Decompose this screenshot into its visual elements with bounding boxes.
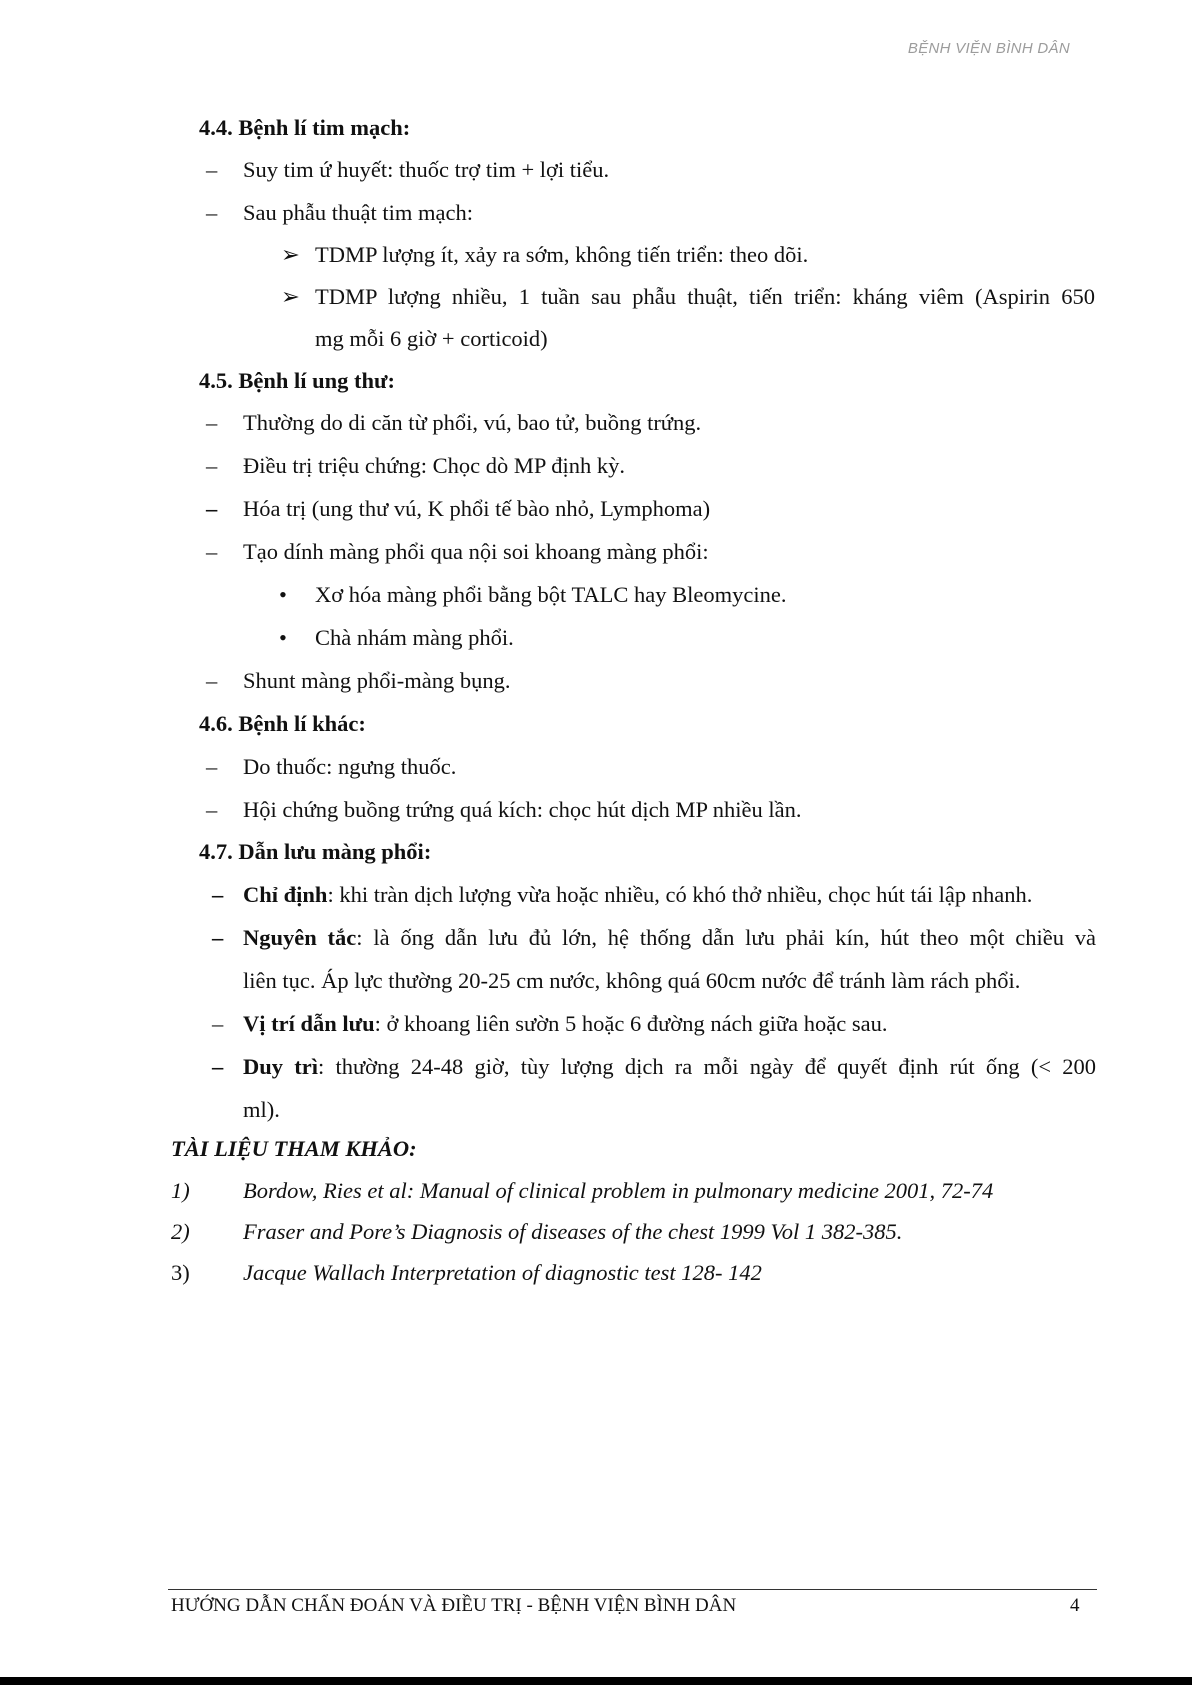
sub-list-item-text: TDMP lượng ít, xảy ra sớm, không tiến triển: theo dõi. <box>315 242 809 267</box>
list-item-text: Sau phẫu thuật tim mạch: <box>243 200 473 225</box>
term-label: Nguyên tắc <box>243 925 357 950</box>
reference-text: Jacque Wallach Interpretation of diagnostic test 128- 142 <box>243 1260 762 1285</box>
term-description: : ở khoang liên sườn 5 hoặc 6 đường nách giữa hoặc sau. <box>374 1011 888 1036</box>
footer-divider <box>168 1589 1097 1590</box>
list-item-text <box>243 880 1032 910</box>
section-heading-4-4: 4.4. Bệnh lí tim mạch: <box>199 115 411 140</box>
sub-list-item-text: TDMP lượng nhiều, 1 tuần sau phẫu thuật, tiến triển: kháng viêm (Aspirin 650 <box>315 284 1095 309</box>
sub-list-item-continuation: mg mỗi 6 giờ + corticoid) <box>315 326 548 351</box>
reference-text: Bordow, Ries et al: Manual of clinical problem in pulmonary medicine 2001, 72-74 <box>243 1178 994 1203</box>
bullet-dot-icon: • <box>279 582 287 607</box>
list-item-continuation: liên tục. Áp lực thường 20-25 cm nước, không quá 60cm nước để tránh làm rách phổi. <box>243 968 1021 993</box>
list-item-text: Suy tim ứ huyết: thuốc trợ tim + lợi tiểu. <box>243 157 610 182</box>
dash-marker: – <box>206 539 218 564</box>
list-item-text <box>243 1009 887 1039</box>
dash-marker: – <box>206 453 218 478</box>
page-number: 4 <box>1070 1595 1080 1616</box>
dash-marker: – <box>206 200 218 225</box>
term-label: Vị trí dẫn lưu <box>243 1011 375 1036</box>
sub-list-item-text: Xơ hóa màng phổi bằng bột TALC hay Bleomycine. <box>315 582 787 607</box>
dash-marker: – <box>212 925 224 950</box>
dash-marker: – <box>212 1011 224 1036</box>
arrow-bullet-icon: ➢ <box>281 242 300 267</box>
term-description: : khi tràn dịch lượng vừa hoặc nhiều, có khó thở nhiều, chọc hút tái lập nhanh. <box>327 882 1033 907</box>
section-heading-4-6: 4.6. Bệnh lí khác: <box>199 711 366 736</box>
section-heading-4-5: 4.5. Bệnh lí ung thư: <box>199 368 396 393</box>
reference-number: 2) <box>171 1219 190 1244</box>
term-description: : thường 24-48 giờ, tùy lượng dịch ra mỗi ngày để quyết định rút ống (< 200 <box>317 1054 1096 1079</box>
header-brand: BỆNH VIỆN BÌNH DÂN <box>907 40 1070 57</box>
list-item-text <box>243 1052 1096 1082</box>
list-item-continuation: ml). <box>243 1097 280 1122</box>
references-heading: TÀI LIỆU THAM KHẢO: <box>171 1136 417 1161</box>
term-description: : là ống dẫn lưu đủ lớn, hệ thống dẫn lưu phải kín, hút theo một chiều và <box>356 925 1096 950</box>
list-item-text: Tạo dính màng phổi qua nội soi khoang màng phổi: <box>243 539 709 564</box>
sub-list-item-text: Chà nhám màng phổi. <box>315 625 514 650</box>
page-bottom-edge <box>0 1677 1192 1685</box>
arrow-bullet-icon: ➢ <box>281 284 300 309</box>
list-item-text: Hội chứng buồng trứng quá kích: chọc hút dịch MP nhiều lần. <box>243 797 802 822</box>
dash-marker: – <box>212 1054 224 1079</box>
list-item-text <box>243 923 1096 953</box>
list-item-text: Điều trị triệu chứng: Chọc dò MP định kỳ. <box>243 453 625 478</box>
dash-marker: – <box>206 754 218 779</box>
dash-marker: – <box>206 410 218 435</box>
dash-marker: – <box>206 157 218 182</box>
dash-marker: – <box>206 668 218 693</box>
dash-marker: – <box>206 496 218 521</box>
list-item-text: Shunt màng phổi-màng bụng. <box>243 668 511 693</box>
bullet-dot-icon: • <box>279 625 287 650</box>
reference-number: 1) <box>171 1178 190 1203</box>
list-item-text: Do thuốc: ngưng thuốc. <box>243 754 457 779</box>
reference-text: Fraser and Pore’s Diagnosis of diseases of the chest 1999 Vol 1 382-385. <box>243 1219 903 1244</box>
term-label: Duy trì <box>243 1054 318 1079</box>
list-item-text: Thường do di căn từ phổi, vú, bao tử, buồng trứng. <box>243 410 702 435</box>
reference-number: 3) <box>171 1260 190 1285</box>
list-item-text: Hóa trị (ung thư vú, K phổi tế bào nhỏ, Lymphoma) <box>243 496 711 521</box>
term-label: Chỉ định <box>243 882 328 907</box>
section-heading-4-7: 4.7. Dẫn lưu màng phổi: <box>199 839 432 864</box>
dash-marker: – <box>206 797 218 822</box>
footer-title: HƯỚNG DẪN CHẨN ĐOÁN VÀ ĐIỀU TRỊ - BỆNH VIỆN BÌNH DÂN <box>171 1595 737 1616</box>
dash-marker: – <box>212 882 224 907</box>
